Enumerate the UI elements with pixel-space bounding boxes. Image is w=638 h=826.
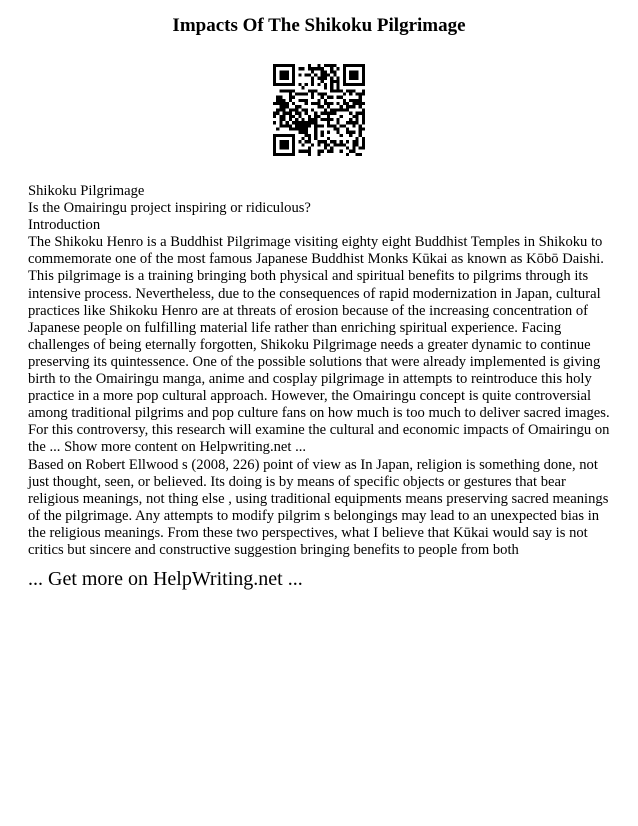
body-text [28,183,612,559]
paragraph-introduction: The Shikoku Henro is a Buddhist Pilgrimage visiting eighty eight Buddhist Temples in Shikoku to commemorate one of the most famous Japanese Buddhist Monks Kūkai as known as Kōbō Daishi. This pilgrimage is a training bringing both physical and spiritual benefits to pilgrims through its intensive process. Nevertheless, due to the consequences of rapid modernization in Japan, cultural practices like Shikoku Henro are at threats of erosion because of the increasing concentration of Japanese people on fulfilling material life rather than enriching spiritual experience. Facing challenges of being eternally forgotten, Shikoku Pilgrimage needs a greater dynamic to continue preserving its quintessence. One of the possible solutions that were already implemented is giving birth to the Omairingu manga, anime and cosplay pilgrimage in attempts to reintroduce this holy practice in a more pop cultural approach. However, the Omairingu concept is quite controversial among traditional pilgrims and pop culture fans on how much is too much to deliver sacred images. For this controversy, this research will examine the cultural and economic impacts of Omairingu on the ... Show more content on Helpwriting.net ... [28,234,610,456]
qr-code-icon [273,64,365,156]
get-more-link[interactable]: ... Get more on HelpWriting.net ... [28,568,303,590]
page-title: Impacts Of The Shikoku Pilgrimage [172,15,466,36]
question-line: Is the Omairingu project inspiring or ridiculous? [28,200,311,217]
heading-line: Shikoku Pilgrimage [28,183,145,199]
paragraph-ellwood: Based on Robert Ellwood s (2008, 226) point of view as In Japan, religion is something done, not just thought, seen, or believed. Its doing is by means of specific objects or gestures that bear religious meanings, not thing else , using traditional equipments means preserving sacred meanings of the pilgrimage. Any attempts to modify pilgrim s belongings may lead to an unexpected bias in the religious meanings. From these two perspectives, what I believe that Kūkai would say is not critics but sincere and constructive suggestion bringing benefits to people from both [28,456,609,558]
section-line: Introduction [28,217,101,234]
